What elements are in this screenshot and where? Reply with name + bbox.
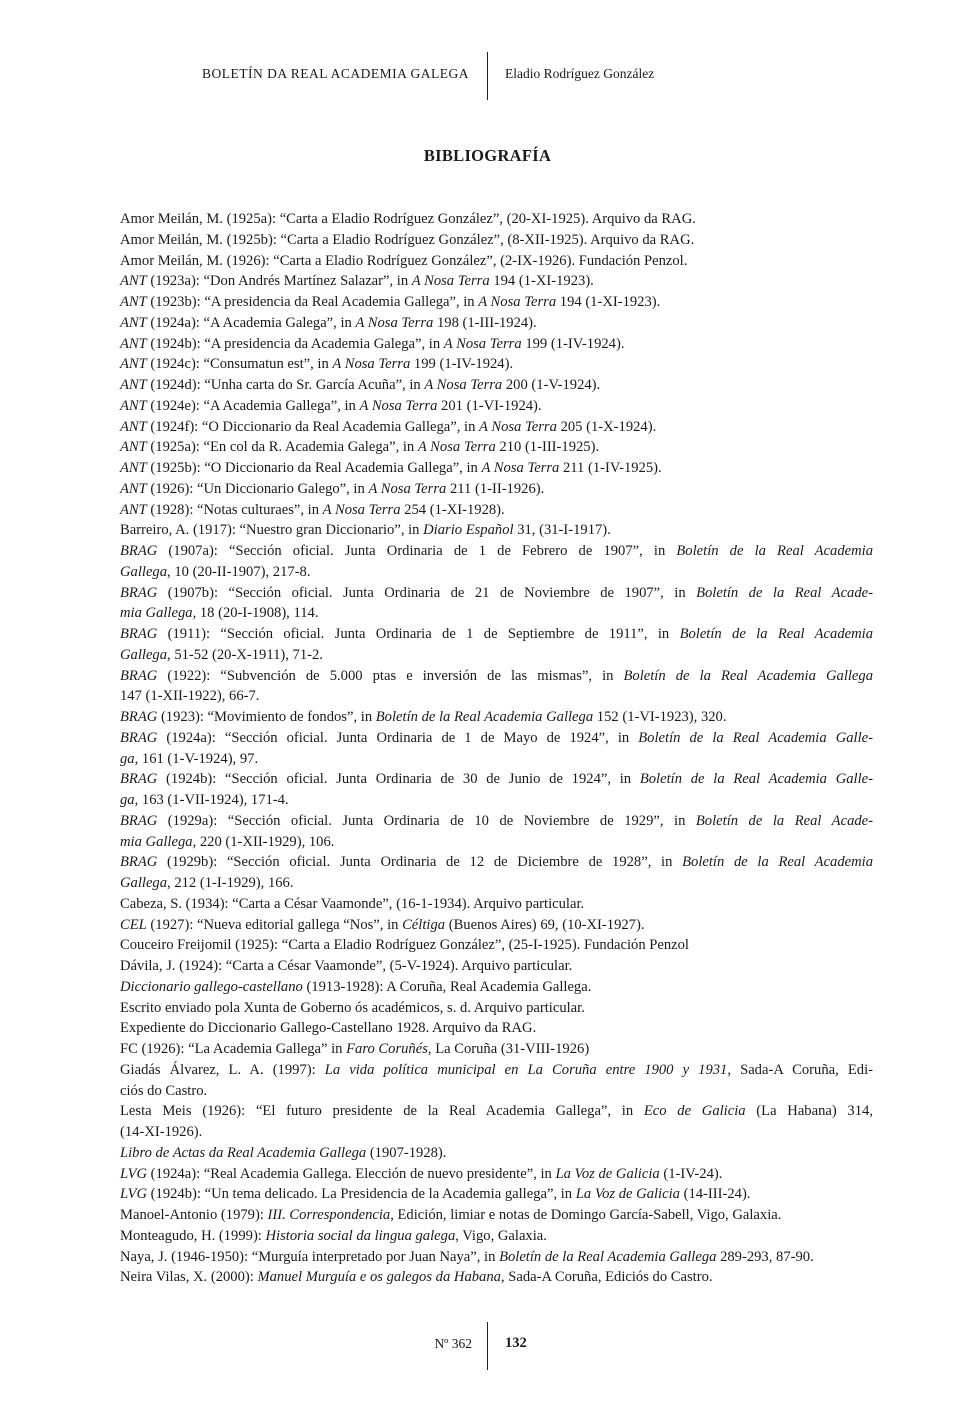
entry-line [120,998,855,1019]
entry-text: 147 (1-XII-1922), 66-7. [120,688,260,705]
bibliography-list [120,209,874,1288]
bibliography-entry [120,666,873,708]
entry-line [120,417,855,438]
entry-italic-text: A Nosa Terra [479,418,557,435]
entry-italic-text: Boletín de la Real Academia [682,854,874,871]
bibliography-entry [120,1143,855,1164]
entry-text: 199 (1-IV-1924). [521,335,625,352]
entry-italic-text: Céltiga [402,916,446,933]
entry-text: , 212 (1-I-1929), 166. [167,875,294,891]
entry-text: (1913-1928): A Coruña, Real Academia Gallega. [302,978,592,995]
entry-text: 211 (1-II-1926). [446,480,545,497]
bibliography-entry [120,209,855,230]
section-title: BIBLIOGRAFÍA [423,146,552,165]
bibliography-entry [120,1018,855,1039]
entry-italic-text: A Nosa Terra [481,460,560,476]
entry-italic-text: ANT [120,439,147,456]
entry-text: , 220 (1-XII-1929), 106. [192,833,335,850]
footer-divider [487,1322,488,1370]
entry-line [120,1143,855,1164]
bibliography-entry [120,1247,855,1268]
entry-italic-text: ga [120,750,135,767]
entry-text: (1923b): “A presidencia da Real Academia Gallega”, in [146,294,479,310]
entry-text: (1911): “Sección oficial. Junta Ordinaria de 1 de Septiembre de 1911”, in [157,626,680,642]
entry-line [120,1060,873,1081]
entry-text: (1-IV-24). [659,1165,723,1182]
entry-line [120,1081,855,1102]
entry-line [120,1164,855,1185]
bibliography-entry [120,769,873,811]
entry-italic-text: ANT [120,356,147,373]
entry-italic-text: III. Correspondencia [267,1207,391,1223]
entry-line [120,354,855,375]
entry-line [120,458,855,479]
entry-text: , 10 (20-II-1907), 217-8. [167,563,311,580]
entry-text: Manoel-Antonio (1979): [120,1207,268,1223]
entry-italic-text: CEL [120,916,147,933]
entry-text: (1928): “Notas culturaes”, in [146,501,323,518]
entry-line [120,603,855,624]
entry-italic-text: Diario Español [423,522,514,539]
bibliography-entry [120,956,855,977]
journal-title: BOLETÍN DA REAL ACADEMIA GALEGA [202,66,469,81]
entry-text: , 18 (20-I-1908), 114. [192,605,319,622]
entry-italic-text: BRAG [120,854,158,871]
entry-italic-text: ANT [120,480,147,497]
bibliography-entry [120,479,855,500]
entry-italic-text: A Nosa Terra [322,501,401,518]
bibliography-entry [120,271,855,292]
entry-text: (14-III-24). [679,1186,751,1203]
entry-line [120,894,855,915]
entry-italic-text: BRAG [120,771,158,788]
entry-text: (1924b): “A presidencia da Academia Galega”, in [146,335,444,352]
entry-italic-text: BRAG [120,584,158,601]
entry-text: Naya, J. (1946-1950): “Murguía interpretado por Juan Naya”, in [120,1248,500,1265]
entry-italic-text: Boletín de la Real Academia [679,626,873,642]
entry-line [120,396,855,417]
entry-italic-text: Manuel Murguía e os galegos da Habana [257,1269,501,1286]
bibliography-entry [120,1267,855,1288]
bibliography-entry [120,354,855,375]
entry-italic-text: LVG [120,1186,148,1203]
entry-italic-text: mia Gallega [120,605,193,622]
entry-line [120,832,855,853]
bibliography-entry [120,1205,855,1226]
entry-text: (1926): “Un Diccionario Galego”, in [146,480,369,497]
article-author: Eladio Rodríguez González [505,66,655,81]
entry-line [120,292,855,313]
entry-italic-text: ANT [120,273,147,290]
entry-italic-text: mia Gallega [120,833,193,850]
entry-line [120,583,873,604]
entry-italic-text: A Nosa Terra [332,356,411,373]
bibliography-entry [120,707,855,728]
bibliography-entry [120,583,873,625]
entry-text: (1907-1928). [366,1144,447,1161]
entry-line [120,437,855,458]
bibliography-entry [120,1039,855,1060]
entry-text: 199 (1-IV-1924). [410,356,514,373]
entry-line [120,956,855,977]
entry-italic-text: BRAG [120,543,158,559]
entry-text: 31, (31-I-1917). [513,522,611,539]
entry-text: (1924a): “Real Academia Gallega. Elección de nuevo presidente”, in [147,1165,556,1182]
entry-italic-text: Gallega [120,646,168,663]
entry-italic-text: Libro de Actas da Real Academia Gallega [120,1144,367,1161]
entry-text: 198 (1-III-1924). [433,314,537,331]
bibliography-entry [120,977,855,998]
entry-italic-text: BRAG [120,667,158,684]
entry-text: , Vigo, Galaxia. [455,1227,547,1244]
bibliography-entry [120,1164,855,1185]
entry-line [120,1205,855,1226]
entry-italic-text: A Nosa Terra [478,294,557,310]
entry-text: Couceiro Freijomil (1925): “Carta a Eladio Rodríguez González”, (25-I-1925). Fundación Penzol [120,937,689,954]
entry-line [120,1247,855,1268]
entry-italic-text: BRAG [120,709,158,725]
entry-text: (14-XI-1926). [120,1124,203,1140]
entry-text: (1924a): “Sección oficial. Junta Ordinaria de 1 de Mayo de 1924”, in [157,729,639,746]
page-number: 132 [505,1335,527,1351]
entry-text: , Sada-A Coruña, Ediciós do Castro. [500,1269,713,1286]
entry-line [120,1184,855,1205]
entry-italic-text: Boletín de la Real Academia Gallega [499,1248,717,1265]
entry-line [120,209,855,230]
entry-text: (1924a): “A Academia Galega”, in [146,314,356,331]
entry-text: , 51-52 (20-X-1911), 71-2. [167,646,323,663]
bibliography-entry [120,500,855,521]
entry-italic-text: BRAG [120,626,158,642]
entry-line [120,624,873,645]
entry-line [120,769,873,790]
entry-italic-text: ANT [120,418,147,435]
issue-number: Nº 362 [434,1336,472,1351]
entry-text: (1924e): “A Academia Gallega”, in [146,397,360,414]
entry-italic-text: ANT [120,460,147,476]
entry-italic-text: Eco de Galicia [643,1103,746,1120]
bibliography-entry [120,375,855,396]
entry-italic-text: Boletín de la Real Academia Galle- [638,729,873,746]
entry-text: , 163 (1-VII-1924), 171-4. [134,792,289,808]
entry-line [120,728,873,749]
entry-italic-text: A Nosa Terra [355,314,434,331]
entry-line [120,562,855,583]
entry-text: (1927): “Nueva editorial gallega “Nos”, in [146,916,403,933]
entry-text: 289-293, 87-90. [716,1248,814,1265]
bibliography-entry [120,313,855,334]
bibliography-entry [120,541,874,583]
entry-line [120,1018,855,1039]
entry-text: , Edición, limiar e notas de Domingo García-Sabell, Vigo, Galaxia. [390,1207,782,1223]
entry-line [120,520,855,541]
entry-italic-text: Boletín de la Real Acade- [696,584,873,601]
entry-italic-text: Faro Coruñés [346,1041,428,1057]
entry-italic-text: A Nosa Terra [368,480,447,497]
bibliography-entry [120,292,855,313]
entry-line [120,915,855,936]
entry-line [120,271,855,292]
entry-text: Giadás Álvarez, L. A. (1997): [120,1061,325,1078]
entry-text: (Buenos Aires) 69, (10-XI-1927). [445,916,645,933]
entry-italic-text: Boletín de la Real Academia Gallega [375,709,594,725]
entry-italic-text: La Voz de Galicia [575,1186,680,1203]
entry-line [120,811,873,832]
entry-text: (1924f): “O Diccionario da Real Academia Gallega”, in [146,418,480,435]
entry-italic-text: ANT [120,501,147,518]
bibliography-entry [120,1226,855,1247]
entry-text: (1924b): “Sección oficial. Junta Ordinaria de 30 de Junio de 1924”, in [157,771,640,788]
entry-line [120,977,855,998]
entry-text: Barreiro, A. (1917): “Nuestro gran Diccionario”, in [120,522,424,539]
entry-italic-text: BRAG [120,812,158,829]
entry-line [120,1226,855,1247]
entry-text: Escrito enviado pola Xunta de Goberno ós académicos, s. d. Arquivo particular. [120,999,585,1016]
entry-line [120,1039,855,1060]
entry-text: 201 (1-VI-1924). [437,397,542,414]
entry-line [120,334,855,355]
entry-text: 254 (1-XI-1928). [400,501,505,518]
entry-text: (1925b): “O Diccionario da Real Academia Gallega”, in [146,460,482,476]
bibliography-entry [120,728,873,770]
entry-text: 152 (1-VI-1923), 320. [593,709,727,725]
entry-line [120,749,855,770]
entry-text: (1924c): “Consumatun est”, in [146,356,333,373]
entry-text: (1907b): “Sección oficial. Junta Ordinaria de 21 de Noviembre de 1907”, in [157,584,697,601]
entry-text: Neira Vilas, X. (2000): [120,1269,258,1286]
bibliography-entry [120,334,855,355]
entry-italic-text: A Nosa Terra [359,397,438,414]
entry-text: Amor Meilán, M. (1925a): “Carta a Eladio Rodríguez González”, (20-XI-1925). Arquivo da RAG. [120,211,696,227]
bibliography-entry [120,894,855,915]
bibliography-entry [120,396,855,417]
entry-italic-text: LVG [120,1165,148,1182]
entry-italic-text: A Nosa Terra [424,377,503,393]
entry-text: 211 (1-IV-1925). [559,460,662,476]
entry-line [120,707,855,728]
entry-text: (La Habana) 314, [745,1103,873,1120]
entry-text: Amor Meilán, M. (1925b): “Carta a Eladio Rodríguez González”, (8-XII-1925). Arquivo da RAG. [120,231,695,248]
entry-line [120,935,855,956]
entry-text: FC (1926): “La Academia Gallega” in [120,1041,347,1057]
entry-text: , 161 (1-V-1924), 97. [134,750,259,767]
entry-italic-text: Boletín de la Real Academia Galle- [639,771,873,788]
entry-text: (1924d): “Unha carta do Sr. García Acuña”, in [146,377,425,393]
entry-italic-text: La Voz de Galicia [555,1165,660,1182]
entry-line [120,313,855,334]
bibliography-entry [120,935,855,956]
entry-italic-text: Boletín de la Real Academia [676,543,874,559]
entry-line [120,541,874,562]
entry-line [120,790,855,811]
entry-text: (1922): “Subvención de 5.000 ptas e inversión de las mismas”, in [157,667,624,684]
bibliography-entry [120,624,873,666]
entry-italic-text: Historia social da lingua galega [265,1227,456,1244]
entry-line [120,645,855,666]
entry-italic-text: Boletín de la Real Academia Gallega [623,667,873,684]
entry-italic-text: ANT [120,377,147,393]
entry-text: Amor Meilán, M. (1926): “Carta a Eladio Rodríguez González”, (2-IX-1926). Fundación Penzol. [120,252,688,269]
entry-line [120,500,855,521]
entry-text: (1929b): “Sección oficial. Junta Ordinaria de 12 de Diciembre de 1928”, in [157,854,683,871]
entry-line [120,479,855,500]
entry-italic-text: A Nosa Terra [411,273,490,290]
bibliography-entry [120,520,855,541]
entry-line [120,230,855,251]
entry-text: Dávila, J. (1924): “Carta a César Vaamonde”, (5-V-1924). Arquivo particular. [120,958,573,974]
entry-line [120,1122,855,1143]
entry-text: (1929a): “Sección oficial. Junta Ordinaria de 10 de Noviembre de 1929”, in [157,812,696,829]
entry-line [120,375,855,396]
bibliography-entry [120,1184,855,1205]
bibliography-entry [120,417,855,438]
entry-italic-text: Gallega [120,563,168,580]
entry-line [120,852,874,873]
entry-text: 194 (1-XI-1923). [489,273,594,290]
entry-text: 194 (1-XI-1923). [556,294,661,310]
entry-italic-text: La vida política municipal en La Coruña entre 1900 y 1931 [324,1061,728,1078]
entry-line [120,1101,873,1122]
entry-text: Lesta Meis (1926): “El futuro presidente de la Real Academia Gallega”, in [120,1103,644,1120]
entry-italic-text: ANT [120,397,147,414]
entry-text: (1924b): “Un tema delicado. La Presidencia de la Academia gallega”, in [147,1186,576,1203]
entry-text: Expediente do Diccionario Gallego-Castellano 1928. Arquivo da RAG. [120,1020,537,1037]
entry-line [120,1267,855,1288]
entry-text: ciós do Castro. [120,1082,208,1099]
entry-line [120,251,855,272]
bibliography-entry [120,811,873,853]
running-header [0,52,975,100]
entry-italic-text: ga [120,792,135,808]
entry-italic-text: BRAG [120,729,158,746]
entry-italic-text: Boletín de la Real Acade- [695,812,873,829]
entry-text: (1925a): “En col da R. Academia Galega”, in [146,439,418,456]
page-footer [0,1322,975,1370]
entry-text: 210 (1-III-1925). [495,439,600,456]
entry-text: 205 (1-X-1924). [556,418,657,435]
entry-italic-text: A Nosa Terra [417,439,496,456]
entry-text: (1923a): “Don Andrés Martínez Salazar”, in [146,273,412,290]
entry-line [120,873,855,894]
entry-text: 200 (1-V-1924). [502,377,601,393]
bibliography-entry [120,230,855,251]
entry-text: , La Coruña (31-VIII-1926) [427,1041,590,1057]
bibliography-entry [120,458,855,479]
bibliography-entry [120,852,874,894]
header-divider [487,52,488,100]
entry-text: (1923): “Movimiento de fondos”, in [157,709,376,725]
entry-italic-text: Gallega [120,875,168,891]
bibliography-entry [120,251,855,272]
entry-text: , Sada-A Coruña, Edi- [727,1061,873,1078]
entry-line [120,686,855,707]
bibliography-entry [120,915,855,936]
bibliography-entry [120,998,855,1019]
entry-italic-text: Diccionario gallego-castellano [120,978,303,995]
entry-italic-text: A Nosa Terra [443,335,522,352]
entry-italic-text: ANT [120,294,147,310]
entry-text: Monteagudo, H. (1999): [120,1227,266,1244]
entry-text: Cabeza, S. (1934): “Carta a César Vaamonde”, (16-1-1934). Arquivo particular. [120,895,585,912]
bibliography-entry [120,437,855,458]
entry-italic-text: ANT [120,314,147,331]
entry-line [120,666,873,687]
entry-text: (1907a): “Sección oficial. Junta Ordinaria de 1 de Febrero de 1907”, in [157,543,677,559]
bibliography-entry [120,1101,873,1143]
bibliography-entry [120,1060,873,1102]
entry-italic-text: ANT [120,335,147,352]
